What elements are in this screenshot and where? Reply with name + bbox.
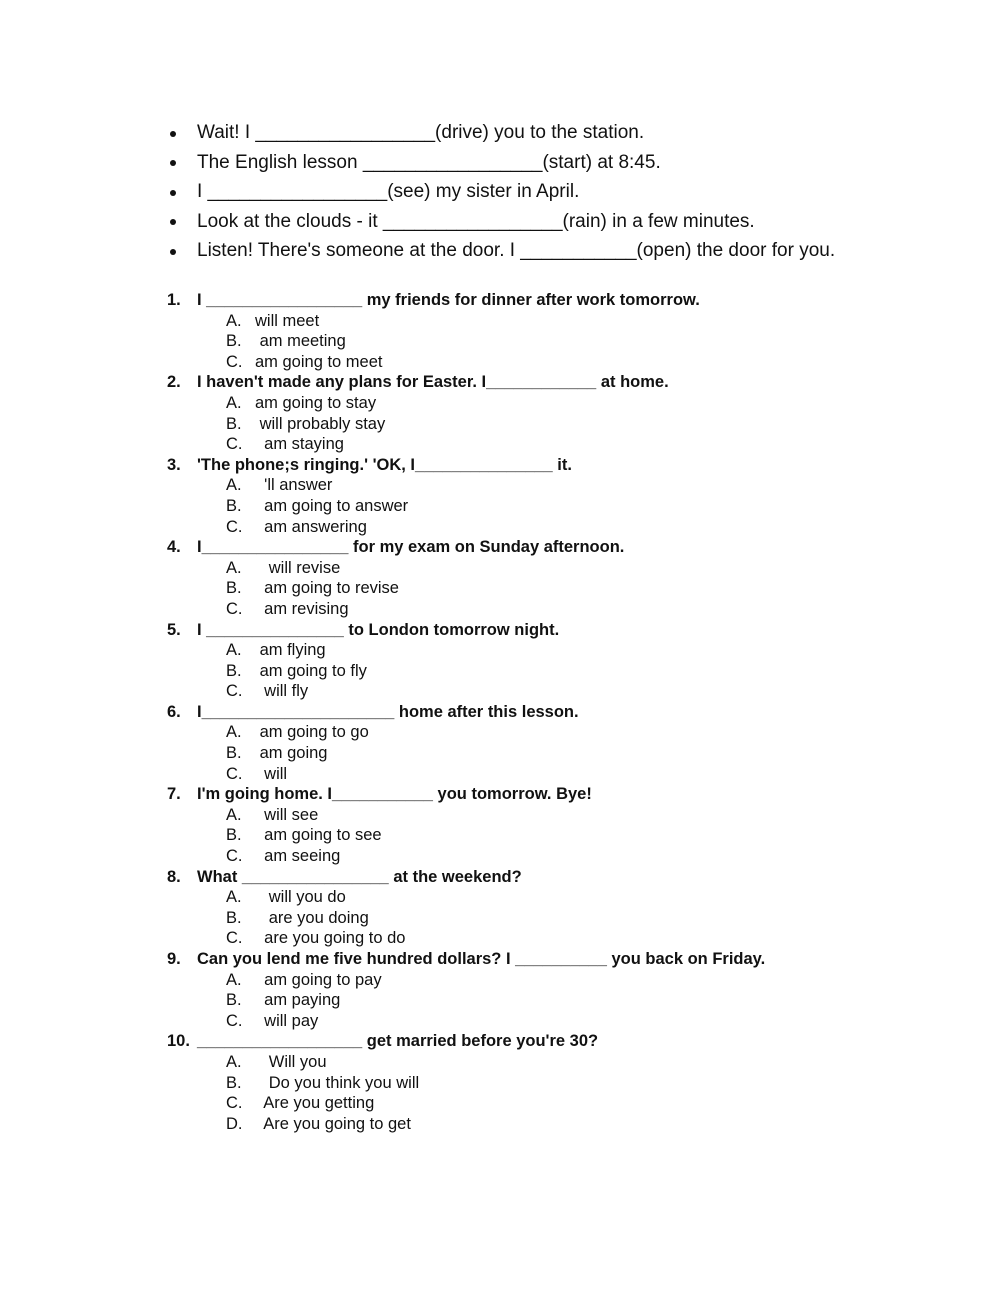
option-text: am going to see [255, 826, 382, 845]
option-letter: B. [226, 908, 242, 927]
option-letter: C. [226, 435, 243, 454]
bullet-sentence-text: I _________________(see) my sister in April. [197, 181, 580, 202]
question-number: 9. [167, 950, 181, 968]
option-letter: B. [226, 744, 242, 763]
question-number: 7. [167, 785, 181, 804]
option-letter: A. [226, 558, 242, 577]
question-prompt [167, 702, 967, 723]
answer-option[interactable] [167, 1011, 967, 1032]
bullet-sentence-text: Wait! I _________________(drive) you to the station. [197, 122, 645, 143]
answer-option[interactable] [167, 311, 967, 332]
option-letter: C. [226, 352, 243, 371]
option-text: am going to pay [255, 970, 382, 989]
question-text: I haven't made any plans for Easter. I____________ at home. [197, 373, 669, 392]
bullet-sentence [170, 177, 970, 207]
option-text: are you doing [255, 908, 369, 927]
option-text: will revise [255, 558, 341, 577]
question-text: __________________ get married before you're 30? [197, 1032, 599, 1051]
answer-option[interactable] [167, 805, 967, 826]
option-text: am revising [255, 599, 349, 618]
bullet-sentence [170, 207, 970, 237]
option-letter: C. [226, 1011, 243, 1030]
bullet-dot-icon [170, 249, 176, 255]
option-text: will fly [255, 682, 309, 701]
bullet-sentence-text: Look at the clouds - it _________________(rain) in a few minutes. [197, 210, 755, 232]
answer-option[interactable] [167, 908, 967, 929]
option-letter: A. [226, 393, 242, 412]
question-number: 6. [167, 702, 181, 721]
bullet-dot-icon [170, 219, 176, 225]
answer-option[interactable] [167, 434, 967, 455]
answer-option[interactable] [167, 558, 967, 579]
question-text: I________________ for my exam on Sunday afternoon. [197, 538, 625, 557]
option-text: am going [255, 744, 328, 763]
option-letter: D. [226, 1114, 243, 1133]
option-letter: A. [226, 311, 242, 330]
answer-option[interactable] [167, 681, 967, 702]
option-text: will see [255, 805, 319, 824]
answer-option[interactable] [167, 475, 967, 496]
option-text: am flying [255, 641, 326, 660]
answer-option[interactable] [167, 846, 967, 867]
bullet-dot-icon [170, 190, 176, 196]
option-letter: C. [226, 599, 243, 618]
answer-option[interactable] [167, 743, 967, 764]
question-prompt [167, 867, 967, 888]
bullet-dot-icon [170, 131, 176, 137]
answer-option[interactable] [167, 331, 967, 352]
option-letter: B. [226, 332, 242, 351]
option-text: am going to stay [255, 393, 377, 412]
answer-option[interactable] [167, 990, 967, 1011]
question-text: I _________________ my friends for dinner after work tomorrow. [197, 291, 700, 309]
option-text: Are you getting [255, 1094, 375, 1113]
option-letter: A. [226, 1052, 242, 1071]
question-text: Can you lend me five hundred dollars? I __________ you back on Friday. [197, 950, 766, 968]
option-letter: A. [226, 805, 242, 824]
option-text: will you do [255, 888, 346, 907]
question-prompt [167, 949, 967, 970]
option-letter: C. [226, 847, 243, 866]
bullet-sentence [170, 118, 970, 148]
answer-option[interactable] [167, 1114, 967, 1135]
answer-option[interactable] [167, 599, 967, 620]
bullet-sentence-text: The English lesson _________________(start) at 8:45. [197, 151, 661, 173]
option-letter: C. [226, 764, 243, 783]
option-text: am staying [255, 435, 344, 454]
option-letter: B. [226, 496, 242, 515]
option-letter: C. [226, 682, 243, 701]
answer-option[interactable] [167, 887, 967, 908]
option-text: am answering [255, 517, 367, 536]
question-number: 4. [167, 538, 181, 557]
answer-option[interactable] [167, 825, 967, 846]
answer-option[interactable] [167, 764, 967, 785]
option-text: am paying [255, 991, 341, 1010]
option-letter: C. [226, 929, 243, 948]
answer-option[interactable] [167, 640, 967, 661]
option-text: am meeting [255, 332, 346, 351]
option-letter: A. [226, 970, 242, 989]
option-text: am going to answer [255, 496, 409, 515]
answer-option[interactable] [167, 1093, 967, 1114]
question-number: 2. [167, 373, 181, 392]
option-letter: B. [226, 991, 242, 1010]
option-text: will probably stay [255, 414, 386, 433]
option-letter: A. [226, 888, 242, 907]
answer-option[interactable] [167, 352, 967, 373]
question-text: What ________________ at the weekend? [197, 867, 522, 886]
option-text: will [255, 764, 288, 783]
question-number: 1. [167, 291, 181, 309]
option-letter: A. [226, 723, 242, 742]
answer-option[interactable] [167, 496, 967, 517]
question-prompt [167, 784, 967, 805]
option-text: 'll answer [255, 476, 333, 495]
bullet-sentence [170, 236, 970, 266]
option-text: Do you think you will [255, 1073, 420, 1092]
option-letter: C. [226, 517, 243, 536]
question-prompt [167, 1031, 967, 1052]
answer-option[interactable] [167, 393, 967, 414]
option-letter: B. [226, 661, 242, 680]
option-letter: B. [226, 579, 242, 598]
answer-option[interactable] [167, 661, 967, 682]
option-text: am going to meet [255, 352, 383, 371]
question-text: I_____________________ home after this lesson. [197, 702, 579, 721]
option-text: Are you going to get [255, 1114, 411, 1133]
option-text: Will you [255, 1052, 327, 1071]
question-prompt [167, 455, 967, 476]
answer-option[interactable] [167, 414, 967, 435]
bullet-dot-icon [170, 160, 176, 166]
question-prompt [167, 537, 967, 558]
answer-option[interactable] [167, 928, 967, 949]
fill-in-bullet-list [170, 118, 970, 266]
answer-option[interactable] [167, 578, 967, 599]
option-letter: B. [226, 826, 242, 845]
answer-option[interactable] [167, 517, 967, 538]
option-text: am going to fly [255, 661, 367, 680]
answer-option[interactable] [167, 1073, 967, 1094]
option-letter: C. [226, 1094, 243, 1113]
option-letter: A. [226, 641, 242, 660]
answer-option[interactable] [167, 970, 967, 991]
option-letter: B. [226, 414, 242, 433]
answer-option[interactable] [167, 722, 967, 743]
multiple-choice-list [167, 290, 967, 1134]
question-number: 3. [167, 455, 181, 474]
option-text: am going to revise [255, 579, 399, 598]
option-text: will meet [255, 311, 320, 330]
bullet-sentence-text: Listen! There's someone at the door. I ___________(open) the door for you. [197, 240, 836, 261]
question-prompt [167, 620, 967, 641]
question-number: 10. [167, 1032, 190, 1051]
option-text: am going to go [255, 723, 369, 742]
option-letter: A. [226, 476, 242, 495]
question-prompt [167, 290, 967, 311]
question-text: 'The phone;s ringing.' 'OK, I_______________ it. [197, 455, 572, 474]
option-letter: B. [226, 1073, 242, 1092]
option-text: am seeing [255, 847, 341, 866]
question-text: I _______________ to London tomorrow night. [197, 620, 560, 639]
question-number: 5. [167, 620, 181, 639]
question-number: 8. [167, 867, 181, 886]
question-text: I'm going home. I___________ you tomorrow. Bye! [197, 785, 592, 804]
option-text: will pay [255, 1011, 319, 1030]
answer-option[interactable] [167, 1052, 967, 1073]
bullet-sentence [170, 148, 970, 178]
option-text: are you going to do [255, 929, 406, 948]
question-prompt [167, 372, 967, 393]
